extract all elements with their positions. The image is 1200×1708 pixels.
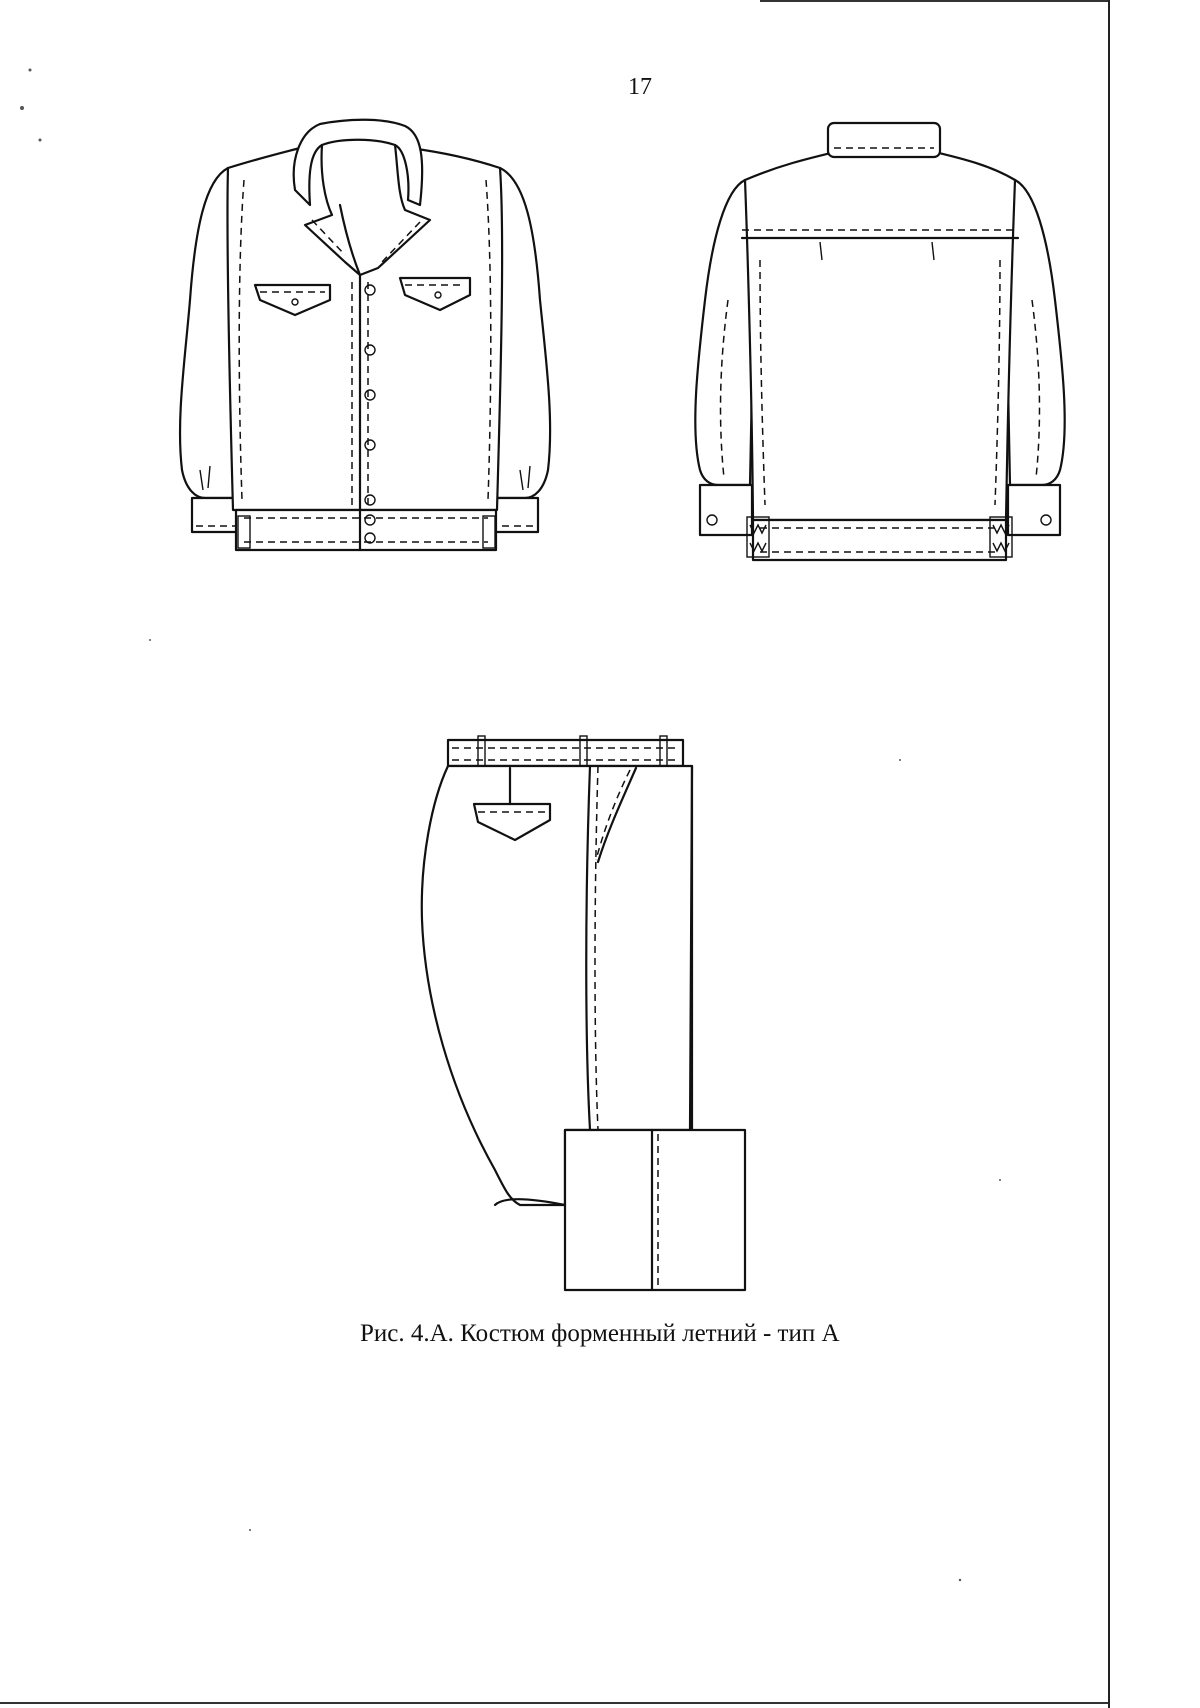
jacket-back-right-cuff <box>1008 485 1060 535</box>
jacket-back-left-cuff <box>700 485 752 535</box>
jacket-back-collar <box>828 123 940 157</box>
jacket-front-body <box>227 128 502 510</box>
trousers-view <box>422 736 745 1290</box>
jacket-front-view <box>180 120 550 550</box>
trousers-waistband <box>448 740 683 766</box>
jacket-back-body <box>745 152 1015 520</box>
figure-caption: Рис. 4.А. Костюм форменный летний - тип А <box>360 1320 840 1347</box>
jacket-back-waistband <box>753 520 1006 560</box>
jacket-back-view <box>695 123 1064 560</box>
trousers-cuff <box>565 1130 745 1290</box>
page-number: 17 <box>628 74 652 100</box>
